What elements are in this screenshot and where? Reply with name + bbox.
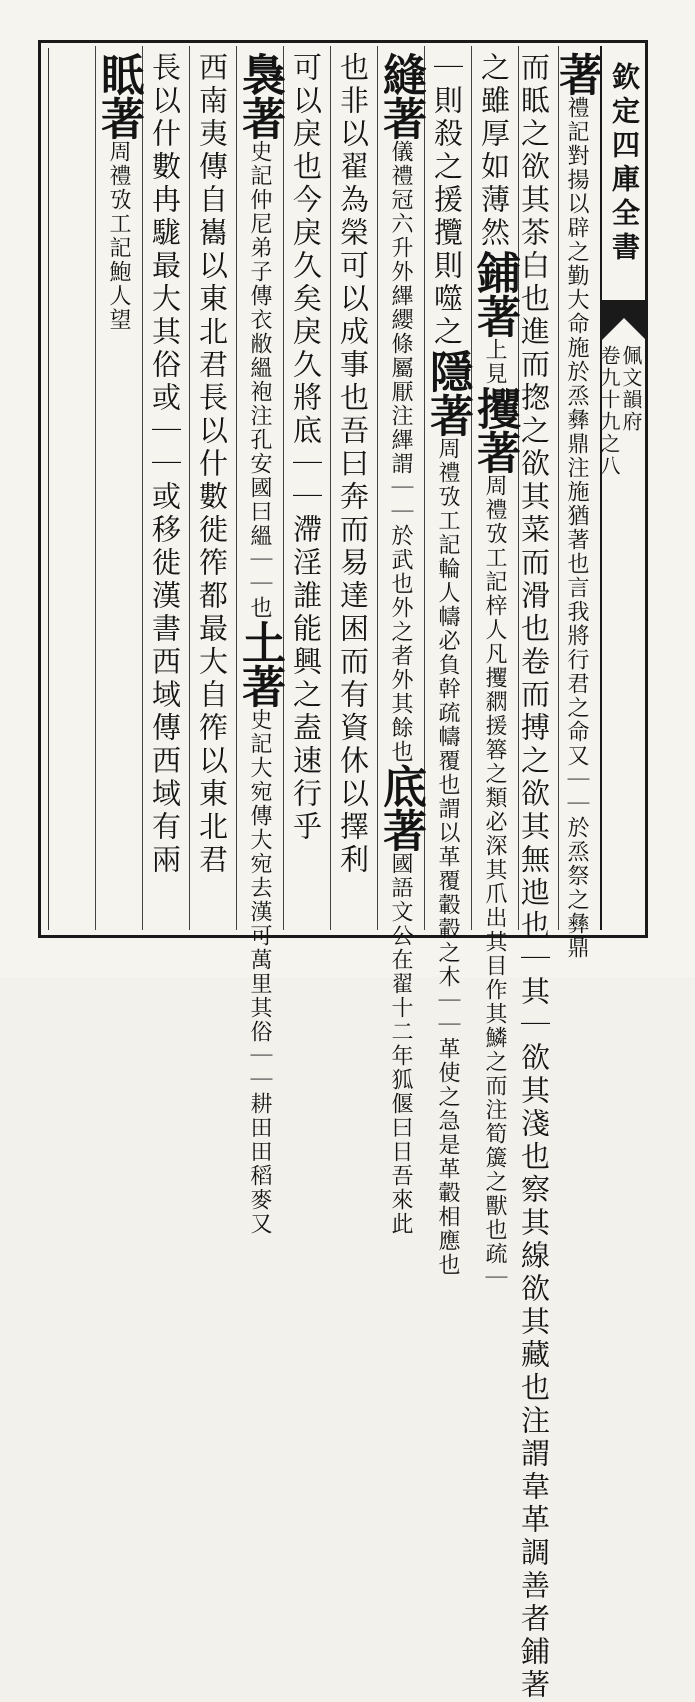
margin-subtitle [597,345,643,765]
entry-text: ｜則殺之援攬則噬之 [430,52,464,349]
entry-heading: 攫著 [469,386,520,474]
entry-text: 長以什數冉駹最大其俗或｜｜或移徙漢書西域傳西域有兩 [148,52,182,877]
entry-heading: 土著 [234,620,285,708]
entry-text: 上見 [482,338,507,386]
entry-heading: 底著 [375,764,426,852]
entry-text: 而眡之欲其茶白也進而揔之欲其菜而滑也卷而搏之欲其無迆也｜其｜欲其淺也察其線欲其藏也注謂韋革調善者鋪著 [517,52,551,1702]
entry-text: 周禮攷工記輪人幬必負幹疏幬覆也謂以革覆轂轂之木｜｜革使之急是革轂相應也 [435,437,460,1277]
entry-heading: 隱著 [422,349,473,437]
entry-heading: 著 [551,52,602,96]
text-column-1 [551,52,602,960]
book-name: 佩文韻府 [619,345,643,433]
entry-text: 儀禮冠六升外縪纓條屬厭注縪謂｜｜於武也外之者外其餘也 [388,140,413,764]
entry-text: 也非以翟為榮可以成事也吾曰奔而易達困而有資休以擇利 [336,52,370,877]
entry-heading: 縫著 [375,52,426,140]
entry-text: 周禮攷工記鮑人望 [106,140,131,332]
juan-number: 卷九十九之八 [597,345,621,477]
entry-text: 可以戾也今戾久矣戾久將底｜｜滯淫誰能興之盍速行乎 [289,52,323,844]
entry-heading: 眡著 [93,52,144,140]
entry-heading: 裊著 [234,52,285,140]
entry-heading: 鋪著 [469,250,520,338]
entry-text: 之雖厚如薄然 [477,52,511,250]
entry-text: 西南夷傳自巂以東北君長以什數徙筰都最大自筰以東北君 [195,52,229,877]
entry-text: 史記仲尼弟子傳衣敝縕袍注孔安國曰縕｜｜也 [247,140,272,620]
text-column-7 [285,52,330,924]
entry-text: 國語文公在翟十二年狐偃曰日吾來此 [388,852,413,1236]
book-title: 欽定四庫全書 [608,62,641,266]
text-column-2 [517,52,558,1702]
text-column-3 [469,52,520,1290]
text-column-4 [422,52,473,1277]
inner-border-line [48,48,49,930]
text-column-5 [375,52,426,1236]
text-column-10 [144,52,189,924]
entry-text: 禮記對揚以辟之勤大命施於烝彝鼎注施猶著也言我將行君之命又｜｜於烝祭之彝鼎 [564,96,589,960]
text-column-11 [93,52,144,924]
text-column-9 [191,52,236,924]
fishtail-mark [602,300,646,340]
entry-text: 史記大宛傳大宛去漢可萬里其俗｜｜耕田田稻麥又 [247,708,272,1236]
text-column-6 [332,52,377,924]
text-column-8 [234,52,285,1236]
entry-text: 周禮攷工記梓人凡攫閷援簭之類必深其爪出其目作其鱗之而注筍簴之獸也疏｜ [482,474,507,1290]
